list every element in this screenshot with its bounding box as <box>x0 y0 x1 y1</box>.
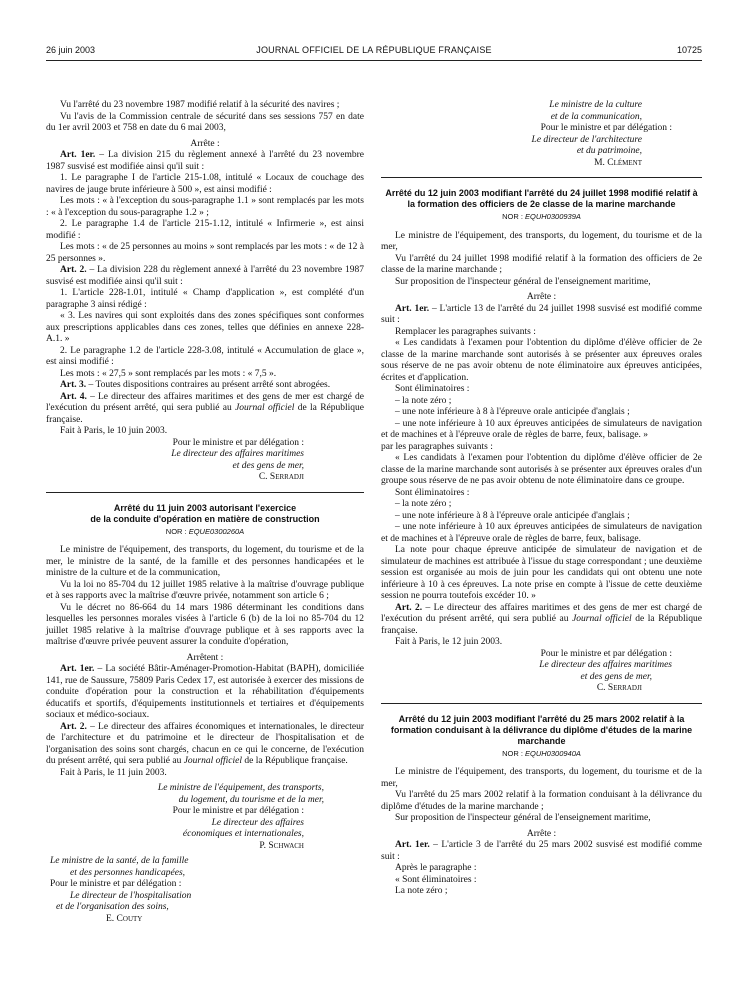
page-header <box>46 45 702 59</box>
paragraph: 1. L'article 228-1.01, intitulé « Champ d'application », est complété d'un paragraphe 3 ainsi rédigé : <box>46 288 364 310</box>
signature-role: et de l'organisation des soins, <box>56 902 169 912</box>
signature-role: économiques et internationales, <box>182 829 304 839</box>
visa: Sur proposition de l'inspecteur général de l'enseignement maritime, <box>395 276 651 287</box>
paragraph: Remplacer les paragraphes suivants : <box>395 326 536 337</box>
visa: Vu l'avis de la Commission centrale de sécurité dans ses sessions 757 en date du 1er avril 2003 et 758 en date du 6 mai 2003, <box>46 111 364 133</box>
paragraph: Sont éliminatoires : <box>395 384 470 394</box>
signature-line: Pour le ministre et par délégation : <box>50 879 182 889</box>
list-item: – une note inférieure à 10 aux épreuves anticipées de simulateurs de navigation et de machines et à l'épreuve orale de règles de barre, feux, balisage. <box>381 522 702 544</box>
signature-role: Le directeur des affaires maritimes <box>171 449 304 459</box>
signature-line: Pour le ministre et par délégation : <box>172 806 304 816</box>
visa: Sur proposition de l'inspecteur général de l'enseignement maritime, <box>395 813 651 823</box>
paragraph: « Les candidats à l'examen pour l'obtention du diplôme d'élève officier de 2e classe de la marine marchande sont autorisés à se présenter aux épreuves orales sous réserve de ne pas avoir obtenu de note éliminatoire aux épreuves anticipées, écrites et d'application. <box>381 338 702 383</box>
signature-role: du logement, du tourisme et de la mer, <box>178 794 324 805</box>
list-item: – la note zéro ; <box>395 395 452 406</box>
decree-title: Arrêté du 12 juin 2003 modifiant l'arrêté du 25 mars 2002 relatif à la formation conduisant à la délivrance du diplôme d'études de la marine marchande <box>390 713 693 746</box>
left-column <box>46 100 364 925</box>
signature-role: Le ministre de l'équipement, des transports, <box>157 783 324 793</box>
signature-name: C. Serradji <box>596 683 642 693</box>
signature-role: Le directeur des affaires <box>211 817 304 828</box>
paragraph: « Les candidats à l'examen pour l'obtention du diplôme d'élève officier de 2e classe de la marine marchande sont autorisés à se présenter aux épreuves orales d'un groupe sous réserve de ne pas avoir obtenu de note éliminatoire dans ce groupe. <box>381 453 702 486</box>
article: Art. 1er. – L'article 13 de l'arrêté du 24 juillet 1998 susvisé est modifié comme suit : <box>381 303 702 325</box>
date-line: Fait à Paris, le 10 juin 2003. <box>60 426 168 436</box>
list-item: – une note inférieure à 8 à l'épreuve orale anticipée d'anglais ; <box>395 510 630 521</box>
header-page-number: 10725 <box>676 45 702 55</box>
paragraph: Après le paragraphe : <box>395 863 477 873</box>
arrete-heading: Arrête : <box>526 292 557 302</box>
header-date: 26 juin 2003 <box>46 45 96 55</box>
article: Art. 1er. – L'article 3 de l'arrêté du 25 mars 2002 susvisé est modifié comme suit : <box>381 840 702 862</box>
section-separator <box>46 492 364 493</box>
visa: Vu l'arrêté du 24 juillet 1998 modifié relatif à la formation des officiers de 2e classe de la marine marchande ; <box>381 253 702 275</box>
visa: Vu la loi no 85-704 du 12 juillet 1985 relative à la maîtrise d'ouvrage publique et à ses rapports avec la maîtrise d'œuvre privée, notamment son article 6 ; <box>46 579 364 601</box>
signature-name: E. Couty <box>106 913 143 924</box>
date-line: Fait à Paris, le 12 juin 2003. <box>395 637 503 647</box>
article: Art. 3. – Toutes dispositions contraires au présent arrêté sont abrogées. <box>60 380 331 390</box>
signature-role: Le directeur des affaires maritimes <box>539 660 672 670</box>
section-separator <box>381 177 702 178</box>
section-separator <box>381 703 702 704</box>
signature-role: Le ministre de la culture <box>549 100 642 110</box>
paragraph: 1. Le paragraphe I de l'article 215-1.08, intitulé « Locaux de couchage des navires de jauge brute inférieure à 500 », est ainsi modifié : <box>46 173 364 195</box>
article: Art. 2. – La division 228 du règlement annexé à l'arrêté du 23 novembre 1987 susvisé est modifiée ainsi qu'il suit : <box>46 265 364 287</box>
arrete-heading: Arrête : <box>190 138 220 149</box>
signature-name: M. Clément <box>594 157 642 168</box>
signature-role: Le directeur de l'hospitalisation <box>70 890 192 901</box>
paragraph: Sont éliminatoires : <box>395 487 470 498</box>
paragraph: Les mots : « de 25 personnes au moins » sont remplacés par les mots : « de 12 à 25 personnes ». <box>46 242 364 264</box>
signature-role: et des personnes handicapées, <box>70 867 186 878</box>
article: Art. 2. – Le directeur des affaires maritimes et des gens de mer est chargé de l'exécution du présent arrêté, qui sera publié au Journal officiel de la République française. <box>381 602 702 636</box>
signature-line: Pour le ministre et par délégation : <box>540 123 672 133</box>
paragraph: Les mots : « 27,5 » sont remplacés par les mots : « 7,5 ». <box>60 368 277 379</box>
list-item: – la note zéro ; <box>395 499 452 509</box>
paragraph: Les mots : « à l'exception du sous-paragraphe 1.1 » sont remplacés par les mots : « à l'exception du sous-paragraphe 1.2 » ; <box>46 196 364 218</box>
article: Art. 2. – Le directeur des affaires économiques et internationales, le directeur de l'architecture et du patrimoine et le directeur de l'hospitalisation et de l'organisation des soins sont chargés, chacun en ce qui le concerne, de l'exécution du présent arrêté, qui sera publié au Journal officiel de la République française. <box>46 721 364 766</box>
signature-role: et du patrimoine, <box>576 146 642 156</box>
paragraph: « Sont éliminatoires : <box>395 874 477 885</box>
signature-role: et des gens de mer, <box>580 671 652 682</box>
article: Art. 1er. – La société Bâtir-Aménager-Promotion-Habitat (BAPH), domiciliée 141, rue de Saussure, 75809 Paris Cedex 17, est autorisée à exercer des missions de conduite d'opération pour la construction et la réhabilitation d'équipements éducatifs et sportifs, d'équipements institutionnels et tertiaires et d'équipements sociaux et médico-sociaux. <box>46 664 364 720</box>
date-line: Fait à Paris, le 11 juin 2003. <box>60 767 167 778</box>
paragraph: Le ministre de l'équipement, des transports, du logement, du tourisme et de la mer, le ministre de la santé, de la famille et des personnes handicapées et le ministre de la culture et de la communication, <box>46 545 364 578</box>
paragraph: par les paragraphes suivants : <box>381 441 493 452</box>
signature-name: P. Schwach <box>259 840 304 851</box>
right-column <box>381 100 702 898</box>
visa: Vu l'arrêté du 25 mars 2002 relatif à la formation conduisant à la délivrance du diplôme d'études de la marine marchande ; <box>381 790 702 812</box>
arrete-heading: Arrêtent : <box>186 652 224 663</box>
signature-role: Le directeur de l'architecture <box>531 134 642 145</box>
nor-reference: NOR : EQUH0300939A <box>502 212 581 221</box>
nor-reference: NOR : EQUH0300940A <box>502 748 581 758</box>
arrete-heading: Arrête : <box>526 828 557 839</box>
decree-title: Arrêté du 12 juin 2003 modifiant l'arrêté du 24 juillet 1998 modifié relatif à la formation des officiers de 2e classe de la marine marchande <box>385 188 698 209</box>
signature-line: Pour le ministre et par délégation : <box>540 648 672 659</box>
signature-role: et de la communication, <box>550 111 642 122</box>
signature-line: Pour le ministre et par délégation : <box>172 437 304 448</box>
paragraph: 2. Le paragraphe 1.4 de l'article 215-1.12, intitulé « Infirmerie », est ainsi modifié : <box>46 219 364 241</box>
paragraph: Le ministre de l'équipement, des transports, du logement, du tourisme et de la mer, <box>381 767 702 789</box>
visa: Vu l'arrêté du 23 novembre 1987 modifié relatif à la sécurité des navires ; <box>60 100 340 110</box>
signature-role: et des gens de mer, <box>232 460 304 471</box>
article: Art. 4. – Le directeur des affaires maritimes et des gens de mer est chargé de l'exécution du présent arrêté, qui sera publié au Journal officiel de la République française. <box>46 391 364 425</box>
visa: Vu le décret no 86-664 du 14 mars 1986 déterminant les conditions dans lesquelles les personnes morales visées à l'article 6 (b) de la loi no 85-704 du 12 juillet 1985 relative à la maîtrise d'ouvrage publique et à ses rapports avec la maîtrise d'œuvre privée peuvent assurer la conduite d'opération, <box>46 602 364 647</box>
paragraph: Le ministre de l'équipement, des transports, du logement, du tourisme et de la mer, <box>381 230 702 252</box>
decree-title: Arrêté du 11 juin 2003 autorisant l'exercice de la conduite d'opération en matière de construction <box>90 502 320 524</box>
signature-role: Le ministre de la santé, de la famille <box>50 856 189 866</box>
header-title: JOURNAL OFFICIEL DE LA RÉPUBLIQUE FRANÇAISE <box>256 45 492 55</box>
signature-name: C. Serradji <box>258 472 304 482</box>
paragraph: La note pour chaque épreuve anticipée de simulateur de navigation et de simulateur de machines est attribuée à l'issue du stage correspondant ; une deuxième session est organisée au mois de juin pour les candidats qui ont obtenu une note inférieure à 10 à ces épreuves. La note prise en compte à l'issue de cette deuxième session ne pourra toutefois excéder 10. » <box>381 545 702 601</box>
header-rule <box>46 60 702 61</box>
article: Art. 1er. – La division 215 du règlement annexé à l'arrêté du 23 novembre 1987 susvisé est modifiée ainsi qu'il suit : <box>46 150 364 172</box>
paragraph: La note zéro ; <box>395 886 448 896</box>
list-item: – une note inférieure à 10 aux épreuves anticipées de simulateurs de navigation et de machines et à l'épreuve orale de règles de barre, feux, balisage. » <box>381 418 702 440</box>
nor-reference: NOR : EQUE0300260A <box>165 526 245 536</box>
list-item: – une note inférieure à 8 à l'épreuve orale anticipée d'anglais ; <box>395 407 630 417</box>
paragraph: 2. Le paragraphe 1.2 de l'article 228-3.08, intitulé « Accumulation de glace », est ainsi modifié : <box>46 345 364 367</box>
paragraph: « 3. Les navires qui sont exploités dans des zones spécifiques sont conformes aux prescriptions applicables dans ces zones, telles que définies en annexe 228-A.1. » <box>46 311 364 344</box>
